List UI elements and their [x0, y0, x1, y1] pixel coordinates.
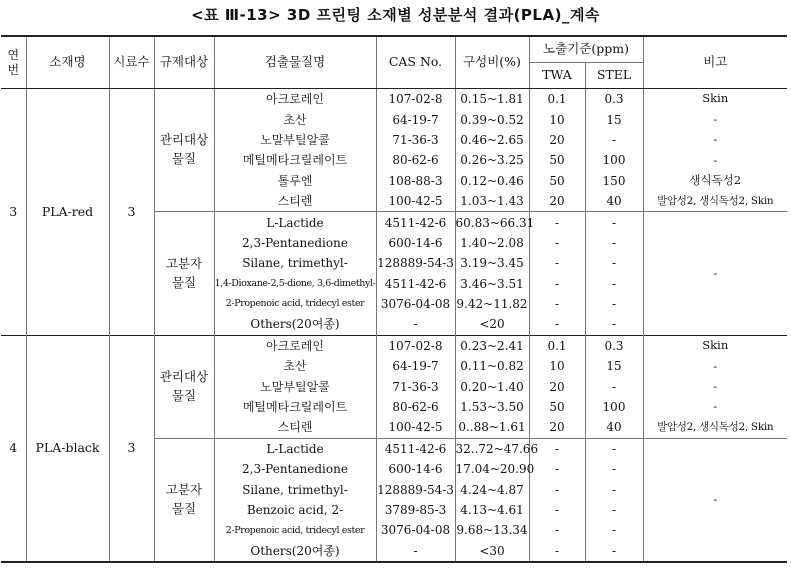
composition-ratio: 60.83~66.31 — [455, 212, 529, 233]
stel-value: - — [585, 500, 643, 520]
substance-name: 2-Propenoic acid, tridecyl ester — [214, 520, 376, 540]
twa-value: - — [529, 520, 585, 540]
composition-ratio: <30 — [455, 541, 529, 562]
twa-value: 50 — [529, 171, 585, 191]
substance-name: 톨루엔 — [214, 171, 376, 191]
composition-ratio: 4.13~4.61 — [455, 500, 529, 520]
remark: 발암성2, 생식독성2, Skin — [643, 417, 787, 438]
remark: - — [643, 130, 787, 150]
twa-value: 50 — [529, 397, 585, 417]
remark: - — [643, 212, 787, 335]
composition-ratio: 0.12~0.46 — [455, 171, 529, 191]
composition-ratio: <20 — [455, 314, 529, 335]
stel-value: - — [585, 233, 643, 253]
composition-ratio: 0.23~2.41 — [455, 335, 529, 356]
stel-value: - — [585, 376, 643, 396]
twa-value: 10 — [529, 109, 585, 129]
stel-value: - — [585, 479, 643, 499]
substance-name: 노말부틸알콜 — [214, 130, 376, 150]
header-twa: TWA — [529, 63, 585, 89]
substance-name: 아크로레인 — [214, 89, 376, 110]
table-title: <표 Ⅲ-13> 3D 프린팅 소재별 성분분석 결과(PLA)_계속 — [191, 6, 600, 24]
cas-number: - — [376, 541, 455, 562]
cas-number: 107-02-8 — [376, 89, 455, 110]
composition-ratio: 0.39~0.52 — [455, 109, 529, 129]
substance-name: 스티렌 — [214, 417, 376, 438]
composition-ratio: 0.20~1.40 — [455, 376, 529, 396]
cas-number: 64-19-7 — [376, 109, 455, 129]
pla-composition-table — [1, 35, 787, 563]
composition-ratio: 1.40~2.08 — [455, 233, 529, 253]
stel-value: - — [585, 294, 643, 314]
cas-number: 3076-04-08 — [376, 294, 455, 314]
stel-value: - — [585, 314, 643, 335]
header-samples: 시료수 — [109, 36, 154, 89]
twa-value: - — [529, 294, 585, 314]
substance-name: 메틸메타크릴레이트 — [214, 150, 376, 170]
substance-name: 메틸메타크릴레이트 — [214, 397, 376, 417]
header-exposure: 노출기준(ppm) — [529, 36, 643, 63]
cas-number: 100-42-5 — [376, 191, 455, 212]
cas-number: 71-36-3 — [376, 130, 455, 150]
header-no: 연 번 — [1, 36, 26, 89]
header-material: 소재명 — [26, 36, 109, 89]
table-body — [1, 89, 787, 562]
stel-value: 100 — [585, 397, 643, 417]
twa-value: 10 — [529, 356, 585, 376]
cas-number: 128889-54-3 — [376, 479, 455, 499]
sample-count: 3 — [109, 335, 154, 562]
remark: - — [643, 438, 787, 562]
stel-value: - — [585, 253, 643, 273]
table-row — [1, 335, 787, 356]
stel-value: 0.3 — [585, 335, 643, 356]
stel-value: 15 — [585, 356, 643, 376]
substance-name: 초산 — [214, 356, 376, 376]
twa-value: 20 — [529, 417, 585, 438]
composition-ratio: 1.53~3.50 — [455, 397, 529, 417]
regulation-category: 관리대상 물질 — [154, 89, 214, 212]
cas-number: 80-62-6 — [376, 397, 455, 417]
substance-name: 스티렌 — [214, 191, 376, 212]
stel-value: - — [585, 459, 643, 479]
remark: - — [643, 109, 787, 129]
header-ratio: 구성비(%) — [455, 36, 529, 89]
substance-name: 노말부틸알콜 — [214, 376, 376, 396]
header-note: 비고 — [643, 36, 787, 89]
twa-value: - — [529, 314, 585, 335]
material-name: PLA-red — [26, 89, 109, 336]
substance-name: Benzoic acid, 2- — [214, 500, 376, 520]
composition-ratio: 0.46~2.65 — [455, 130, 529, 150]
regulation-category: 고분자 물질 — [154, 212, 214, 335]
cas-number: 128889-54-3 — [376, 253, 455, 273]
substance-name: L-Lactide — [214, 438, 376, 459]
stel-value: 40 — [585, 191, 643, 212]
cas-number: 4511-42-6 — [376, 274, 455, 294]
composition-ratio: 4.24~4.87 — [455, 479, 529, 499]
composition-ratio: 0..88~1.61 — [455, 417, 529, 438]
header-substance: 검출물질명 — [214, 36, 376, 89]
cas-number: 3789-85-3 — [376, 500, 455, 520]
section-number: 4 — [1, 335, 26, 562]
twa-value: - — [529, 541, 585, 562]
twa-value: - — [529, 212, 585, 233]
composition-ratio: 9.68~13.34 — [455, 520, 529, 540]
substance-name: Others(20여종) — [214, 314, 376, 335]
material-name: PLA-black — [26, 335, 109, 562]
twa-value: 0.1 — [529, 335, 585, 356]
twa-value: - — [529, 253, 585, 273]
substance-name: Others(20여종) — [214, 541, 376, 562]
substance-name: Silane, trimethyl- — [214, 253, 376, 273]
cas-number: 107-02-8 — [376, 335, 455, 356]
remark: - — [643, 150, 787, 170]
cas-number: 600-14-6 — [376, 233, 455, 253]
substance-name: 2,3-Pentanedione — [214, 459, 376, 479]
substance-name: Silane, trimethyl- — [214, 479, 376, 499]
regulation-category: 관리대상 물질 — [154, 335, 214, 438]
twa-value: 20 — [529, 130, 585, 150]
remark: Skin — [643, 89, 787, 110]
cas-number: 71-36-3 — [376, 376, 455, 396]
composition-ratio: 0.15~1.81 — [455, 89, 529, 110]
stel-value: - — [585, 130, 643, 150]
cas-number: 4511-42-6 — [376, 212, 455, 233]
cas-number: 3076-04-08 — [376, 520, 455, 540]
sample-count: 3 — [109, 89, 154, 336]
stel-value: 40 — [585, 417, 643, 438]
twa-value: - — [529, 274, 585, 294]
stel-value: 15 — [585, 109, 643, 129]
twa-value: 20 — [529, 376, 585, 396]
cas-number: 64-19-7 — [376, 356, 455, 376]
composition-ratio: 9.42~11.82 — [455, 294, 529, 314]
composition-ratio: 3.46~3.51 — [455, 274, 529, 294]
twa-value: - — [529, 233, 585, 253]
composition-ratio: 0.11~0.82 — [455, 356, 529, 376]
composition-ratio: 17.04~20.90 — [455, 459, 529, 479]
twa-value: - — [529, 459, 585, 479]
composition-ratio: 0.26~3.25 — [455, 150, 529, 170]
remark: Skin — [643, 335, 787, 356]
cas-number: 80-62-6 — [376, 150, 455, 170]
cas-number: 600-14-6 — [376, 459, 455, 479]
stel-value: - — [585, 212, 643, 233]
twa-value: - — [529, 500, 585, 520]
composition-ratio: 3.19~3.45 — [455, 253, 529, 273]
section-number: 3 — [1, 89, 26, 336]
regulation-category: 고분자 물질 — [154, 438, 214, 562]
twa-value: 20 — [529, 191, 585, 212]
stel-value: - — [585, 274, 643, 294]
substance-name: 초산 — [214, 109, 376, 129]
twa-value: - — [529, 479, 585, 499]
stel-value: - — [585, 541, 643, 562]
header-cas: CAS No. — [376, 36, 455, 89]
stel-value: 0.3 — [585, 89, 643, 110]
remark: - — [643, 356, 787, 376]
cas-number: 108-88-3 — [376, 171, 455, 191]
remark: - — [643, 376, 787, 396]
substance-name: 아크로레인 — [214, 335, 376, 356]
table-row — [1, 89, 787, 110]
remark: 생식독성2 — [643, 171, 787, 191]
cas-number: 4511-42-6 — [376, 438, 455, 459]
composition-ratio: 1.03~1.43 — [455, 191, 529, 212]
cas-number: 100-42-5 — [376, 417, 455, 438]
remark: 발암성2, 생식독성2, Skin — [643, 191, 787, 212]
stel-value: - — [585, 438, 643, 459]
twa-value: - — [529, 438, 585, 459]
twa-value: 50 — [529, 150, 585, 170]
header-stel: STEL — [585, 63, 643, 89]
stel-value: 150 — [585, 171, 643, 191]
substance-name: 1,4-Dioxane-2,5-dione, 3,6-dimethyl- — [214, 274, 376, 294]
header-regulation: 규제대상 — [154, 36, 214, 89]
substance-name: 2,3-Pentanedione — [214, 233, 376, 253]
stel-value: 100 — [585, 150, 643, 170]
remark: - — [643, 397, 787, 417]
twa-value: 0.1 — [529, 89, 585, 110]
substance-name: 2-Propenoic acid, tridecyl ester — [214, 294, 376, 314]
cas-number: - — [376, 314, 455, 335]
substance-name: L-Lactide — [214, 212, 376, 233]
composition-ratio: 32..72~47.66 — [455, 438, 529, 459]
stel-value: - — [585, 520, 643, 540]
